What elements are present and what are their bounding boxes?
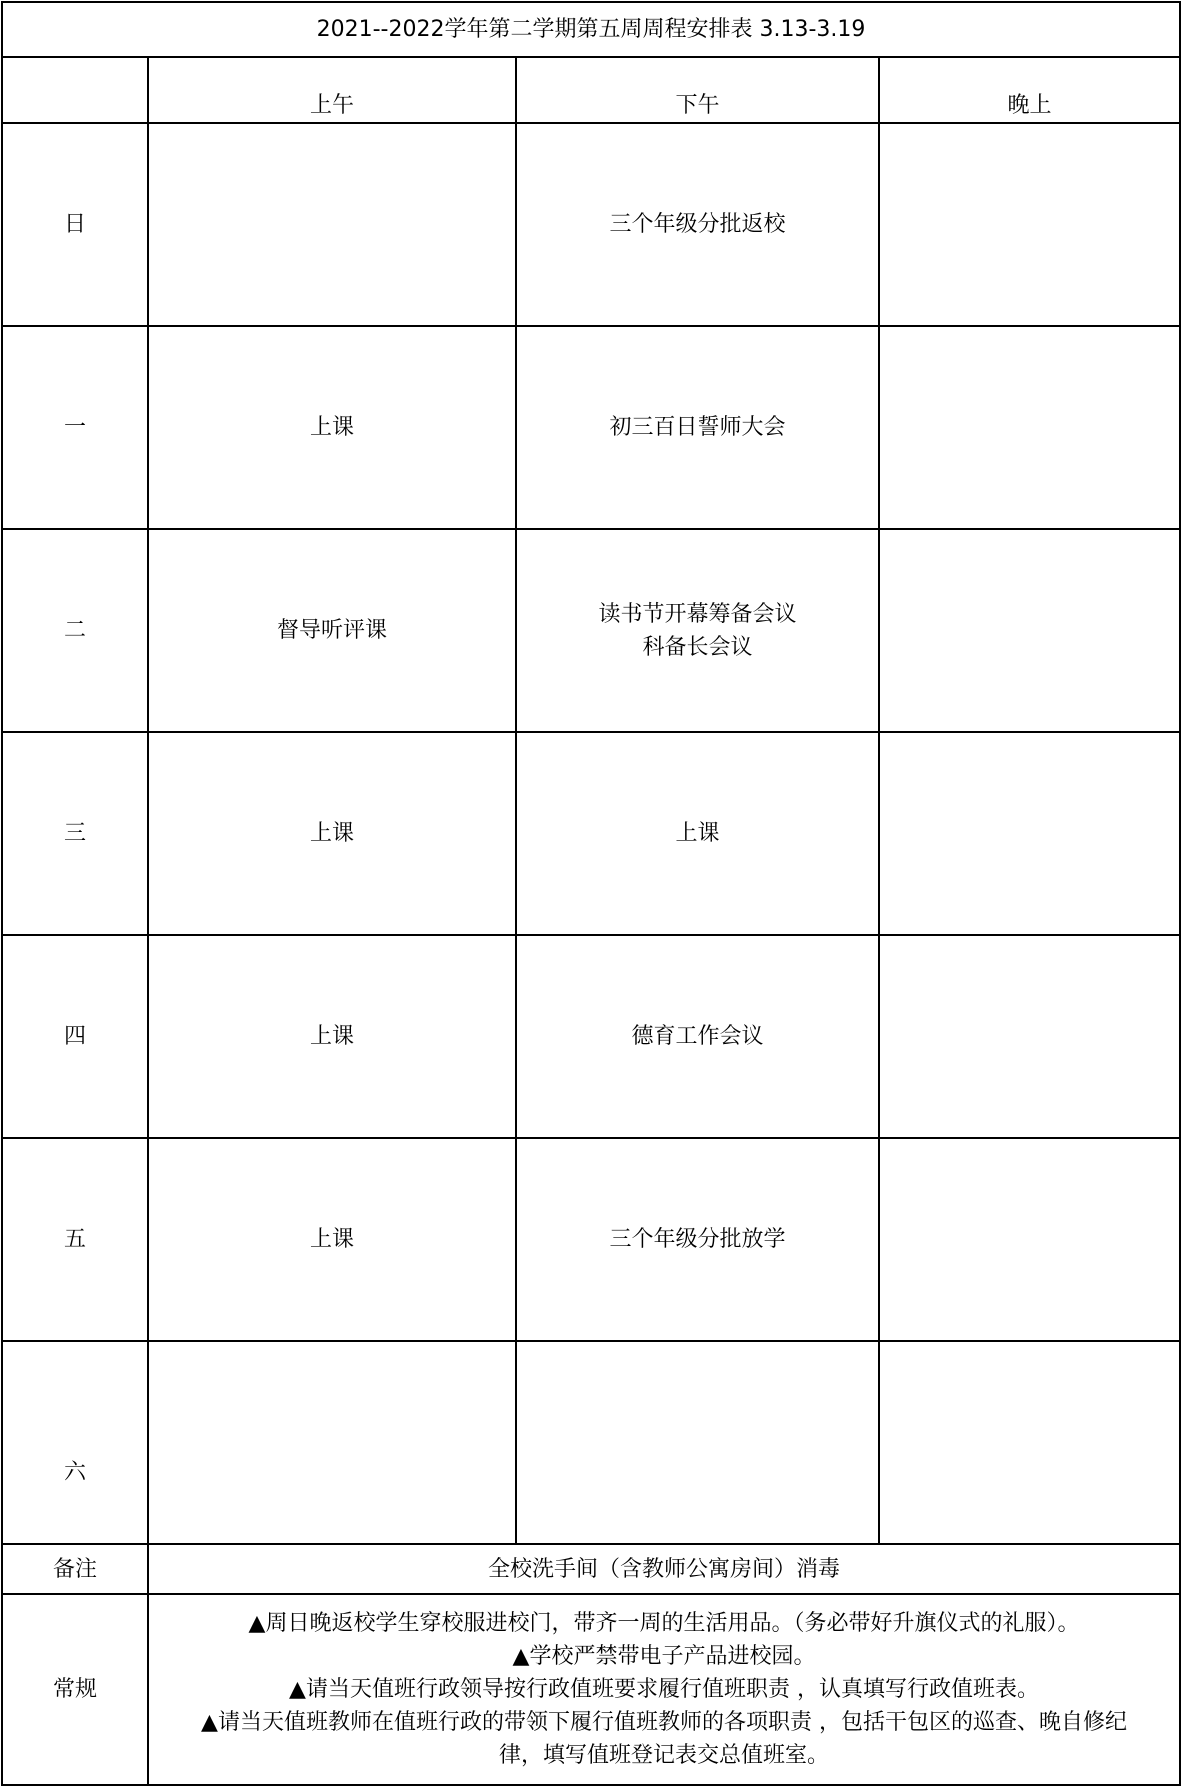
evening-cell (879, 1138, 1180, 1341)
morning-cell (148, 1341, 516, 1544)
afternoon-item: 科备长会议 (642, 634, 753, 660)
morning-item: 上课 (309, 821, 354, 846)
remarks-label: 备注 (2, 1544, 148, 1594)
afternoon-item: 上课 (675, 821, 720, 846)
day-label: 一 (2, 326, 148, 529)
header-day (2, 57, 148, 123)
rule-line: 律，填写值班登记表交总值班室。 (499, 1743, 830, 1768)
morning-item: 上课 (309, 1024, 354, 1049)
day-label: 日 (2, 123, 148, 326)
morning-item: 督导听评课 (276, 618, 387, 643)
remarks-row (2, 1544, 1180, 1594)
afternoon-item: 三个年级分批返校 (609, 212, 786, 237)
afternoon-cell (516, 529, 879, 732)
header-row (2, 57, 1180, 123)
morning-cell (148, 732, 516, 935)
day-label: 三 (2, 732, 148, 935)
rule-line: ▲学校严禁带电子产品进校园。 (512, 1644, 816, 1669)
morning-cell (148, 326, 516, 529)
afternoon-item: 读书节开幕筹备会议 (598, 601, 797, 627)
header-afternoon: 下午 (516, 57, 879, 123)
afternoon-cell (516, 1138, 879, 1341)
evening-cell (879, 1341, 1180, 1544)
day-row-thursday (2, 935, 1180, 1138)
weekly-schedule-table (1, 1, 1181, 1786)
afternoon-cell (516, 123, 879, 326)
morning-cell (148, 529, 516, 732)
header-morning: 上午 (148, 57, 516, 123)
day-label: 五 (2, 1138, 148, 1341)
morning-cell (148, 123, 516, 326)
morning-cell (148, 1138, 516, 1341)
afternoon-cell (516, 732, 879, 935)
evening-cell (879, 123, 1180, 326)
day-row-saturday (2, 1341, 1180, 1544)
rules-label: 常规 (2, 1594, 148, 1785)
schedule-title: 2021--2022学年第二学期第五周周程安排表 3.13-3.19 (2, 2, 1180, 57)
afternoon-item: 德育工作会议 (631, 1024, 764, 1049)
morning-item: 上课 (309, 415, 354, 440)
day-row-tuesday (2, 529, 1180, 732)
afternoon-item: 初三百日誓师大会 (609, 415, 786, 440)
rule-line: ▲请当天值班行政领导按行政值班要求履行值班职责 ，认真填写行政值班表。 (289, 1677, 1039, 1702)
rule-line: ▲周日晚返校学生穿校服进校门，带齐一周的生活用品。（务必带好升旗仪式的礼服）。 (248, 1611, 1080, 1636)
evening-cell (879, 732, 1180, 935)
afternoon-cell (516, 935, 879, 1138)
rule-line: ▲请当天值班教师在值班行政的带领下履行值班教师的各项职责 ，包括干包区的巡查、晚自修纪 (201, 1710, 1127, 1735)
day-row-monday (2, 326, 1180, 529)
remarks-text: 全校洗手间（含教师公寓房间）消毒 (148, 1544, 1180, 1594)
day-label: 四 (2, 935, 148, 1138)
afternoon-item: 三个年级分批放学 (609, 1227, 786, 1252)
evening-cell (879, 529, 1180, 732)
day-label: 二 (2, 529, 148, 732)
rules-content (148, 1594, 1180, 1785)
morning-item: 上课 (309, 1227, 354, 1252)
morning-cell (148, 935, 516, 1138)
afternoon-cell (516, 326, 879, 529)
day-row-friday (2, 1138, 1180, 1341)
rules-row (2, 1594, 1180, 1785)
day-row-sunday (2, 123, 1180, 326)
header-evening: 晚上 (879, 57, 1180, 123)
afternoon-cell (516, 1341, 879, 1544)
day-label: 六 (2, 1341, 148, 1544)
evening-cell (879, 935, 1180, 1138)
evening-cell (879, 326, 1180, 529)
day-row-wednesday (2, 732, 1180, 935)
title-row (2, 2, 1180, 57)
